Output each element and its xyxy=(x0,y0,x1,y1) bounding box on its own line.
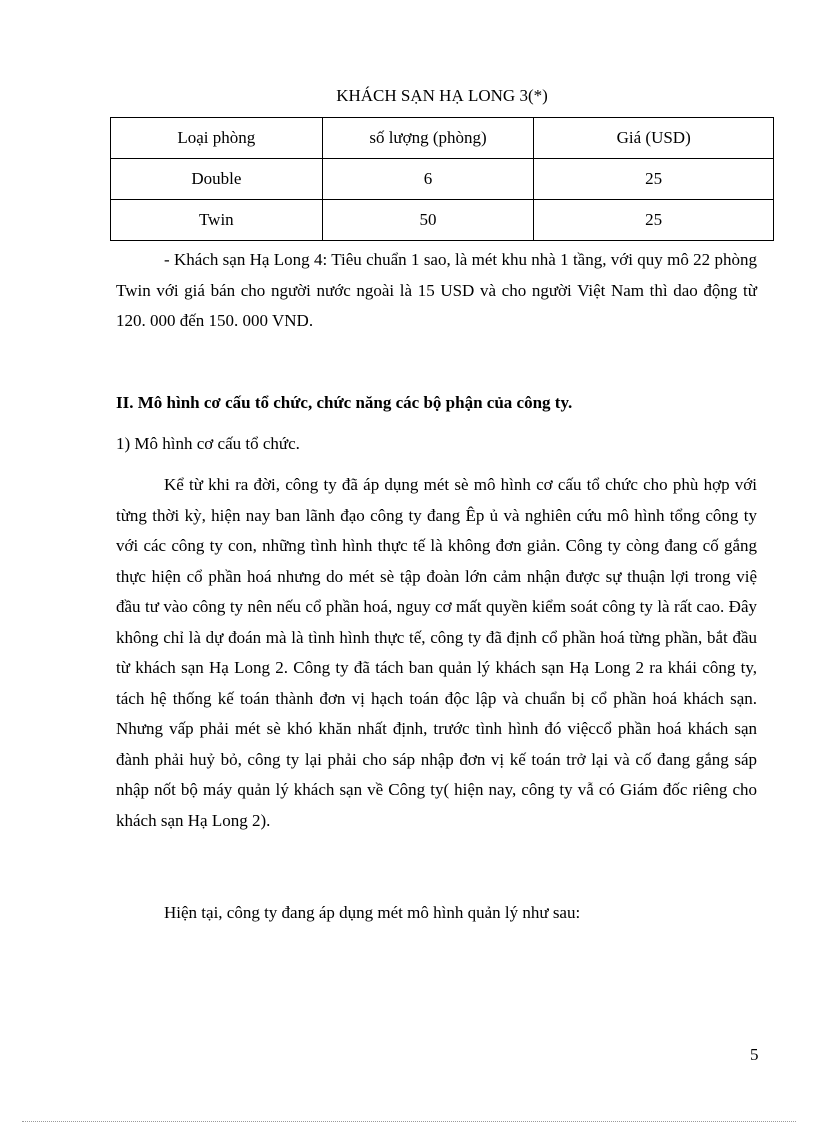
cell-room-type: Twin xyxy=(111,200,323,241)
subsection-heading: 1) Mô hình cơ cấu tổ chức. xyxy=(116,434,300,453)
cell-price: 25 xyxy=(534,200,774,241)
table-row xyxy=(111,200,774,241)
cell-room-type: Double xyxy=(111,159,323,200)
header-price: Giá (USD) xyxy=(534,118,774,159)
page-divider xyxy=(22,1121,796,1122)
cell-room-count: 50 xyxy=(322,200,534,241)
table-row xyxy=(111,159,774,200)
header-room-type: Loại phòng xyxy=(111,118,323,159)
table-title: KHÁCH SẠN HẠ LONG 3(*) xyxy=(336,86,548,105)
body-paragraph: Kể từ khi ra đời, công ty đã áp dụng mét sè mô hình cơ cấu tổ chức cho phù hợp với từng thời kỳ, hiện nay ban lãnh đạo công ty đang Êp ủ và nghiên cứu mô hình tổng công ty với các công ty con, những tình hình thực tế là không đơn giản. Công ty còng đang cố gắng thực hiện cổ phần hoá nhưng do mét sè tập đoàn lớn cảm nhận được sự thuận lợi trong việ đầu tư vào công ty nên nếu cổ phần hoá, nguy cơ mất quyền kiểm soát công ty là rất cao. Đây không chỉ là dự đoán mà là tình hình thực tế, công ty đã định cổ phần hoá từng phần, bắt đầu từ khách sạn Hạ Long 2. Công ty đã tách ban quản lý khách sạn Hạ Long 2 ra khái công ty, tách hệ thống kế toán thành đơn vị hạch toán độc lập và chuẩn bị cổ phần hoá khách sạn. Nhưng vấp phải mét sè khó khăn nhất định, trước tình hình đó việccổ phần hoá khách sạn đành phải huỷ bỏ, công ty lại phải cho sáp nhập đơn vị kế toán trở lại và cố đang gắng sáp nhập nốt bộ máy quản lý khách sạn về Công ty( hiện nay, công ty vẫ có Giám đốc riêng cho khách sạn Hạ Long 2). xyxy=(116,475,757,830)
current-model-paragraph: Hiện tại, công ty đang áp dụng mét mô hình quản lý như sau: xyxy=(164,903,581,922)
section-heading: II. Mô hình cơ cấu tổ chức, chức năng các bộ phận của công ty. xyxy=(116,393,573,412)
cell-room-count: 6 xyxy=(322,159,534,200)
cell-price: 25 xyxy=(534,159,774,200)
room-table xyxy=(110,117,774,241)
hotel-4-paragraph: - Khách sạn Hạ Long 4: Tiêu chuẩn 1 sao, là mét khu nhà 1 tầng, với quy mô 22 phòng Twin với giá bán cho người nước ngoài là 15 USD và cho người Việt Nam thì dao động từ 120. 000 đến 150. 000 VND. xyxy=(116,250,757,330)
table-header-row xyxy=(111,118,774,159)
header-room-count: số lượng (phòng) xyxy=(322,118,534,159)
page-number: 5 xyxy=(750,1045,759,1064)
